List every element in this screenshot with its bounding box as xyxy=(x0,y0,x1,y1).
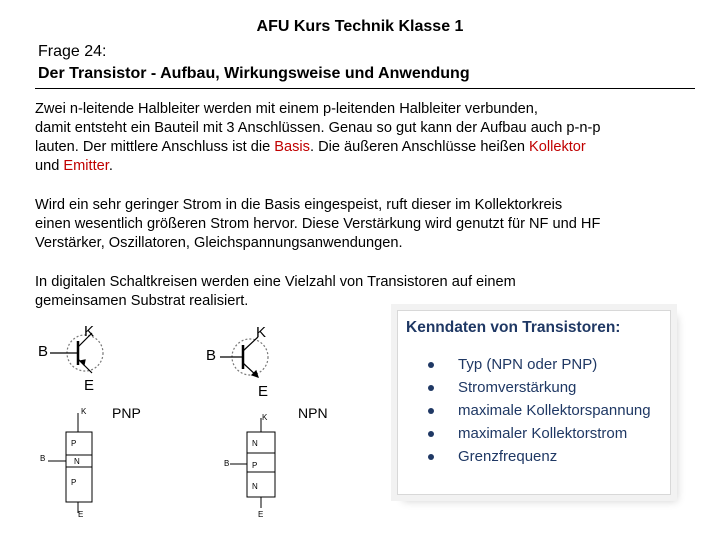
npn-layer-top: N xyxy=(252,439,258,448)
spec-item: Stromverstärkung xyxy=(428,376,651,399)
npn-symbol-b: B xyxy=(206,347,217,364)
npn-layer-middle: P xyxy=(252,461,258,470)
p1-text-d: . xyxy=(108,158,113,174)
npn-symbol-k: K xyxy=(256,324,267,341)
p1-text-a: Zwei n-leitende Halbleiter werden mit einem p-leitenden Halbleiter verbunden, damit entsteht ein Bauteil mit 3 Anschlüssen. Genau so gut kann der Aufbau auch p-n-p lauten. Der mittlere Anschluss ist die xyxy=(35,101,601,155)
spec-box xyxy=(397,310,671,495)
spec-item: Typ (NPN oder PNP) xyxy=(428,353,651,376)
pnp-symbol xyxy=(50,333,103,373)
spec-item: Grenzfrequenz xyxy=(428,445,651,468)
term-emitter: Emitter xyxy=(63,158,109,174)
npn-layer-b: B xyxy=(224,459,230,468)
npn-symbol xyxy=(220,337,268,377)
npn-label: NPN xyxy=(298,405,328,421)
spec-item: maximale Kollektorspannung xyxy=(428,399,651,422)
pnp-emitter-arrow xyxy=(80,360,85,365)
spec-item: maximaler Kollektorstrom xyxy=(428,422,651,445)
paragraph-amplification: Wird ein sehr geringer Strom in die Basis eingespeist, ruft dieser im Kollektorkreis einen wesentlich größeren Strom hervor. Diese Verstärkung wird genutzt für NF und HF Verstärker, Oszillatoren, Gleichspannungsanwendungen. xyxy=(35,197,601,251)
pnp-symbol-e: E xyxy=(84,377,95,394)
term-basis: Basis xyxy=(274,139,310,155)
npn-layer-bottom: N xyxy=(252,482,258,491)
question-number: Frage 24: xyxy=(38,43,107,60)
pnp-symbol-k: K xyxy=(84,323,95,340)
npn-symbol-e: E xyxy=(258,383,269,400)
paragraph-digital: In digitalen Schaltkreisen werden eine Vielzahl von Transistoren auf einem gemeinsamen Substrat realisiert. xyxy=(35,274,516,309)
spec-title: Kenndaten von Transistoren: xyxy=(406,319,621,336)
header-divider xyxy=(35,88,695,89)
pnp-layer-middle: N xyxy=(74,457,80,466)
pnp-symbol-b: B xyxy=(38,343,49,360)
spec-list xyxy=(428,353,651,468)
transistor-diagrams xyxy=(30,315,390,525)
pnp-layer-b: B xyxy=(40,454,46,463)
pnp-layer-e: E xyxy=(78,510,84,519)
p1-text-b: . Die äußeren Anschlüsse heißen xyxy=(309,139,529,155)
pnp-layer-top: P xyxy=(71,439,77,448)
pnp-label: PNP xyxy=(112,405,141,421)
paragraph-structure xyxy=(35,100,715,176)
term-kollektor: Kollektor xyxy=(529,139,586,155)
pnp-layer-diagram xyxy=(48,413,92,513)
npn-layer-k: K xyxy=(262,413,268,422)
page-title: AFU Kurs Technik Klasse 1 xyxy=(256,18,464,35)
npn-layer-e: E xyxy=(258,510,264,519)
p1-text-c: und xyxy=(35,158,60,174)
pnp-layer-bottom: P xyxy=(71,478,77,487)
pnp-layer-k: K xyxy=(81,407,87,416)
question-title: Der Transistor - Aufbau, Wirkungsweise und Anwendung xyxy=(38,65,470,82)
